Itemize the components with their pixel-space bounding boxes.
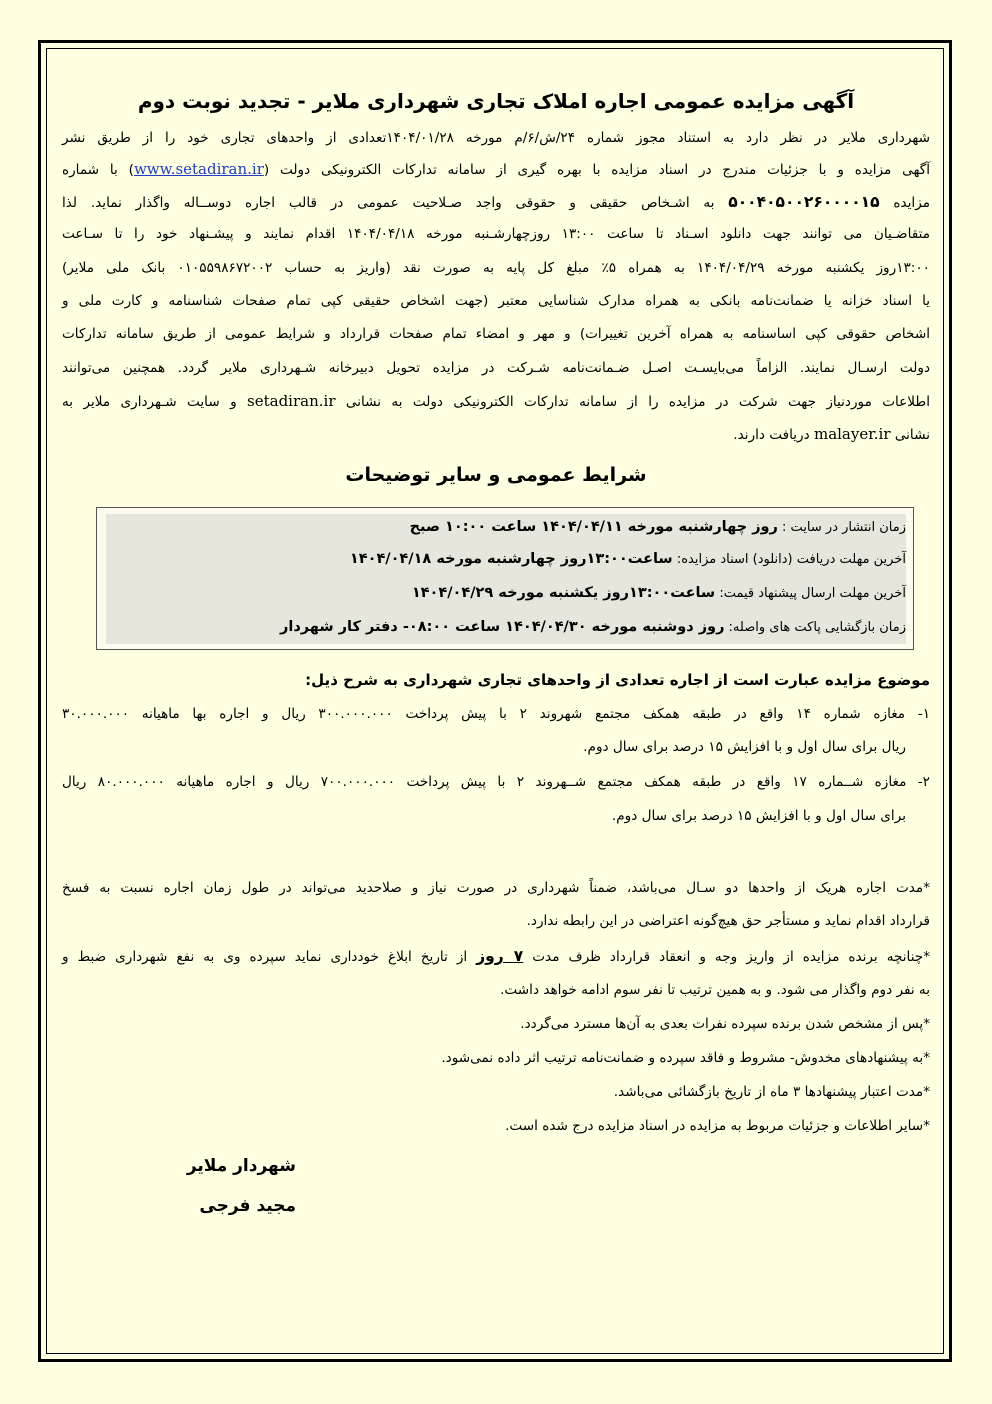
- signature-role: شهردار ملایر: [186, 1156, 296, 1176]
- note-1-line-1: *مدت اجاره هریک از واحدها دو سـال می‌باشد، ضمناً شهرداری در صورت نیاز و صلاحدید می‌تواند در طول زمان اجاره نسبت به فسخ: [62, 880, 930, 896]
- schedule-row-submit: آخرین مهلت ارسال پیشنهاد قیمت: ساعت۱۳:۰۰روز یکشنبه مورخه ۱۴۰۴/۰۴/۲۹: [411, 585, 906, 601]
- note-5: *مدت اعتبار پیشنهادها ۳ ماه از تاریخ بازگشائی می‌باشد.: [613, 1084, 930, 1100]
- subject-item-1-line-1: ۱- مغازه شماره ۱۴ واقع در طبقه همکف مجتمع شهروند ۲ با پیش پرداخت ۳۰۰.۰۰۰.۰۰۰ ریال و اجاره بها ماهیانه ۳۰.۰۰۰.۰۰۰: [62, 706, 930, 722]
- note-2-line-1: *چنانچه برنده مزایده از واریز وجه و انعقاد قرارداد ظرف مدت ۷ روز از تاریخ ابلاغ خودداری نماید سپرده وی به نفع شهرداری ضبط و: [62, 947, 930, 965]
- note-3: *پس از مشخص شدن برنده سپرده نفرات بعدی به آن‌ها مسترد می‌گردد.: [520, 1016, 930, 1032]
- note-6: *سایر اطلاعات و جزئیات مربوط به مزایده در اسناد مزایده درج شده است.: [505, 1118, 930, 1134]
- intro-line-5: ۱۳:۰۰روز یکشنبه مورخه ۱۴۰۴/۰۴/۲۹ به همراه ۵٪ مبلغ کل پایه به صورت نقد (واریز به حساب ۰۱۰۵۵۹۸۶۷۲۰۰۲ بانک ملی ملایر): [62, 260, 930, 276]
- intro-line-8: دولت ارسـال نمایند. الزاماً می‌بایسـت اصـل ضـمانت‌نامه شـرکت در مزایده تحویل دبیرخانه شـهرداری ملایر گردد. همچنین می‌توانند: [62, 360, 930, 376]
- schedule-row-opening: زمان بازگشایی پاکت های واصله: روز دوشنبه مورخه ۱۴۰۴/۰۴/۳۰ ساعت ۰۸:۰۰- دفتر کار شهردار: [280, 619, 906, 635]
- intro-line-4: متقاضـیان می توانند جهت دانلود اسـناد تا ساعت ۱۳:۰۰ روزچهارشـنبه مورخه ۱۴۰۴/۰۴/۱۸ اقدام نمایند و پیشـنهاد خود را تا سـاعت: [62, 226, 930, 242]
- setadiran-link[interactable]: www.setadiran.ir: [133, 160, 264, 178]
- signature-name: مجید فرجی: [199, 1196, 296, 1216]
- intro-line-7: اشخاص حقوقی کپی اساسنامه به همراه آخرین تغییرات) و مهر و امضاء تمام صفحات قرارداد و شرایط عمومی از طریق سامانه تدارکات: [62, 326, 930, 342]
- auction-number: ۵۰۰۴۰۵۰۰۲۶۰۰۰۰۱۵: [728, 193, 880, 211]
- deadline-days: ۷ روز: [476, 947, 524, 965]
- schedule-row-publish: زمان انتشار در سایت : روز چهارشنبه مورخه ۱۴۰۴/۰۴/۱۱ ساعت ۱۰:۰۰ صبح: [409, 519, 906, 535]
- intro-line-9: اطلاعات موردنیاز جهت شرکت در مزایده را از سامانه تدارکات الکترونیکی دولت به نشانی setadiran.ir و سایت شـهرداری ملایر به: [62, 392, 930, 410]
- subject-item-2-line-1: ۲- مغازه شــماره ۱۷ واقع در طبقه همکف مجتمع شــهروند ۲ با پیش پرداخت ۷۰۰.۰۰۰.۰۰۰ ریال و اجاره ماهیانه ۸۰.۰۰۰.۰۰۰ ریال: [62, 774, 930, 790]
- intro-line-2: آگهی مزایده و با جزئیات مندرج در اسناد مزایده با بهره گیری از سامانه تدارکات الکترونیکی دولت (www.setadiran.ir) با شماره: [62, 160, 930, 178]
- malayer-address: malayer.ir: [813, 425, 891, 443]
- schedule-row-download: آخرین مهلت دریافت (دانلود) اسناد مزایده: ساعت۱۳:۰۰روز چهارشنبه مورخه ۱۴۰۴/۰۴/۱۸: [349, 551, 906, 567]
- note-1-line-2: قرارداد اقدام نماید و مستأجر حق هیچ‌گونه اعتراضی در این رابطه ندارد.: [526, 913, 930, 929]
- subject-item-2-line-2: برای سال اول و با افزایش ۱۵ درصد برای سال دوم.: [611, 808, 906, 824]
- intro-line-3: مزایده ۵۰۰۴۰۵۰۰۲۶۰۰۰۰۱۵ به اشـخاص حقیقی و حقوقی واجد صـلاحیت عمومی در قالب اجاره دوســاله واگذار نماید. لذا: [62, 193, 930, 211]
- section-title: شرایط عمومی و سایر توضیحات: [345, 464, 647, 486]
- intro-line-10: نشانی malayer.ir دریافت دارند.: [733, 425, 930, 443]
- intro-line-1: شهرداری ملایر در نظر دارد به استناد مجوز شماره ۲۴/ش/۶/م مورخه ۱۴۰۴/۰۱/۲۸تعدادی از واحدهای تجاری خود را از طریق نشر: [62, 130, 930, 146]
- note-4: *به پیشنهادهای مخدوش- مشروط و فاقد سپرده و ضمانت‌نامه ترتیب اثر داده نمی‌شود.: [441, 1050, 930, 1066]
- subject-heading: موضوع مزایده عبارت است از اجاره تعدادی از واحدهای تجاری شهرداری به شرح ذیل:: [305, 671, 930, 689]
- subject-item-1-line-2: ریال برای سال اول و با افزایش ۱۵ درصد برای سال دوم.: [583, 739, 906, 755]
- setadiran-address: setadiran.ir: [247, 392, 336, 410]
- page-title: آگهی مزایده عمومی اجاره املاک تجاری شهرداری ملایر - تجدید نوبت دوم: [137, 89, 855, 113]
- note-2-line-2: به نفر دوم واگذار می شود. و به همین ترتیب تا نفر سوم ادامه خواهد داشت.: [500, 982, 930, 998]
- intro-line-6: یا اسناد خزانه یا ضمانت‌نامه بانکی به همراه مدارک شناسایی معتبر (جهت اشخاص حقیقی کپی تمام صفحات شناسنامه و کارت ملی و: [62, 293, 930, 309]
